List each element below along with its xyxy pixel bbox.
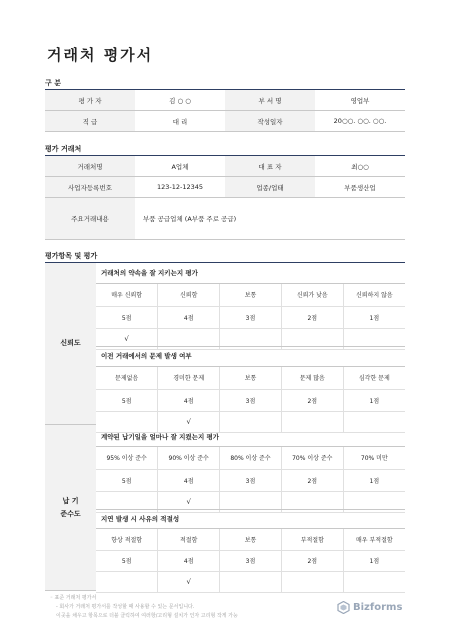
industry-label: 업종/업태 bbox=[225, 177, 315, 198]
section-label-evaluation: 평가항목 및 평가 bbox=[45, 252, 98, 260]
table-row bbox=[45, 198, 405, 240]
option-label: 경미한 문제 bbox=[158, 367, 220, 389]
option-label: 90% 이상 준수 bbox=[158, 447, 220, 469]
score-label: 5점 bbox=[96, 389, 158, 411]
check-mark[interactable] bbox=[343, 571, 405, 592]
question-3: 계약된 납기일을 얼마나 잘 지켰는지 평가 bbox=[101, 433, 220, 441]
scores-row bbox=[96, 550, 405, 571]
score-label: 1점 bbox=[343, 306, 405, 328]
partner-table bbox=[45, 156, 405, 240]
score-label: 4점 bbox=[158, 306, 220, 328]
bizforms-logo bbox=[337, 601, 402, 614]
note-line: - 회사가 거래처 평가서를 작성할 때 사용할 수 있는 문서입니다. bbox=[56, 604, 195, 610]
section-label-division: 구 분 bbox=[45, 79, 61, 87]
options-table-4 bbox=[96, 529, 405, 593]
option-label: 95% 이상 준수 bbox=[96, 447, 158, 469]
table-row bbox=[45, 156, 405, 177]
question-1: 거래처의 약속을 잘 지키는지 평가 bbox=[101, 269, 198, 277]
rank-label: 직 급 bbox=[45, 111, 135, 132]
note-line: ◦ 표준 거래처 평가서 bbox=[50, 595, 97, 601]
score-label: 4점 bbox=[158, 550, 220, 571]
category-reliability: 신뢰도 bbox=[45, 263, 96, 425]
option-label: 항상 적절함 bbox=[96, 529, 158, 550]
option-label: 보통 bbox=[220, 284, 282, 306]
score-label: 2점 bbox=[281, 306, 343, 328]
evaluator-value: 김 ○ ○ bbox=[135, 90, 225, 111]
business-number-value: 123-12-12345 bbox=[135, 177, 225, 198]
scores-row bbox=[96, 469, 405, 491]
option-label: 보통 bbox=[220, 529, 282, 550]
score-label: 5점 bbox=[96, 469, 158, 491]
scores-row bbox=[96, 306, 405, 328]
check-mark[interactable]: √ bbox=[158, 411, 220, 432]
options-row bbox=[96, 284, 405, 306]
option-label: 70% 미만 bbox=[343, 447, 405, 469]
options-table-2 bbox=[96, 367, 405, 433]
check-mark[interactable] bbox=[220, 411, 282, 432]
evaluator-label: 평 가 자 bbox=[45, 90, 135, 111]
score-label: 5점 bbox=[96, 550, 158, 571]
section-label-partner: 평가 거래처 bbox=[45, 145, 82, 153]
date-value: 20○○. ○○. ○○. bbox=[315, 111, 405, 132]
score-label: 2점 bbox=[281, 550, 343, 571]
option-label: 부적절함 bbox=[281, 529, 343, 550]
check-mark[interactable]: √ bbox=[158, 491, 220, 512]
option-label: 매우 부적절함 bbox=[343, 529, 405, 550]
main-trade-label: 주요거래내용 bbox=[45, 198, 135, 240]
question-4: 지연 발생 시 사유의 적절성 bbox=[101, 515, 180, 523]
option-label: 문제 많음 bbox=[281, 367, 343, 389]
checks-row bbox=[96, 571, 405, 592]
divider bbox=[96, 346, 405, 347]
option-label: 신뢰가 낮음 bbox=[281, 284, 343, 306]
option-label: 80% 이상 준수 bbox=[220, 447, 282, 469]
score-label: 4점 bbox=[158, 389, 220, 411]
checks-row bbox=[96, 411, 405, 432]
category-delivery: 납 기 준수도 bbox=[45, 425, 96, 591]
question-2: 이전 거래에서의 문제 발생 여부 bbox=[101, 352, 192, 360]
score-label: 3점 bbox=[220, 550, 282, 571]
divider bbox=[96, 509, 405, 510]
check-mark[interactable] bbox=[281, 411, 343, 432]
note-line: 이곳을 채우고 항목으로 더블 클릭하여 여러항/고리형 설치가 인자 고리형 작게 가능 bbox=[56, 613, 238, 619]
option-label: 보통 bbox=[220, 367, 282, 389]
check-mark[interactable] bbox=[281, 571, 343, 592]
evaluator-table bbox=[45, 90, 405, 132]
check-mark[interactable]: √ bbox=[158, 571, 220, 592]
options-table-1 bbox=[96, 284, 405, 350]
option-label: 70% 이상 준수 bbox=[281, 447, 343, 469]
score-label: 3점 bbox=[220, 306, 282, 328]
bizforms-logo-text: Bizforms bbox=[353, 602, 403, 613]
section-rule bbox=[45, 262, 405, 263]
partner-name-value: A업체 bbox=[135, 156, 225, 177]
check-mark[interactable] bbox=[343, 411, 405, 432]
industry-value: 부품생산업 bbox=[315, 177, 405, 198]
score-label: 1점 bbox=[343, 550, 405, 571]
check-mark[interactable] bbox=[96, 411, 158, 432]
main-trade-value: 부품 공급업체 (A부품 주로 공급) bbox=[135, 198, 405, 240]
page-title: 거래처 평가서 bbox=[47, 46, 154, 64]
options-row bbox=[96, 447, 405, 469]
score-label: 4점 bbox=[158, 469, 220, 491]
check-mark[interactable]: √ bbox=[96, 328, 158, 349]
score-label: 3점 bbox=[220, 469, 282, 491]
score-label: 3점 bbox=[220, 389, 282, 411]
rank-value: 대 리 bbox=[135, 111, 225, 132]
check-mark[interactable] bbox=[220, 571, 282, 592]
check-mark[interactable] bbox=[96, 571, 158, 592]
bizforms-logo-icon bbox=[337, 601, 350, 614]
options-table-3 bbox=[96, 447, 405, 513]
date-label: 작성일자 bbox=[225, 111, 315, 132]
partner-name-label: 거래처명 bbox=[45, 156, 135, 177]
option-label: 문제없음 bbox=[96, 367, 158, 389]
score-label: 1점 bbox=[343, 469, 405, 491]
scores-row bbox=[96, 389, 405, 411]
option-label: 심각한 문제 bbox=[343, 367, 405, 389]
score-label: 5점 bbox=[96, 306, 158, 328]
score-label: 2점 bbox=[281, 469, 343, 491]
option-label: 적절함 bbox=[158, 529, 220, 550]
table-row bbox=[45, 177, 405, 198]
department-label: 부 서 명 bbox=[225, 90, 315, 111]
ceo-label: 대 표 자 bbox=[225, 156, 315, 177]
score-label: 2점 bbox=[281, 389, 343, 411]
business-number-label: 사업자등록번호 bbox=[45, 177, 135, 198]
options-row bbox=[96, 529, 405, 550]
options-row bbox=[96, 367, 405, 389]
table-row bbox=[45, 90, 405, 111]
ceo-value: 최○○ bbox=[315, 156, 405, 177]
score-label: 1점 bbox=[343, 389, 405, 411]
department-value: 영업부 bbox=[315, 90, 405, 111]
table-row bbox=[45, 111, 405, 132]
option-label: 신뢰하지 않음 bbox=[343, 284, 405, 306]
option-label: 신뢰함 bbox=[158, 284, 220, 306]
option-label: 매우 신뢰함 bbox=[96, 284, 158, 306]
